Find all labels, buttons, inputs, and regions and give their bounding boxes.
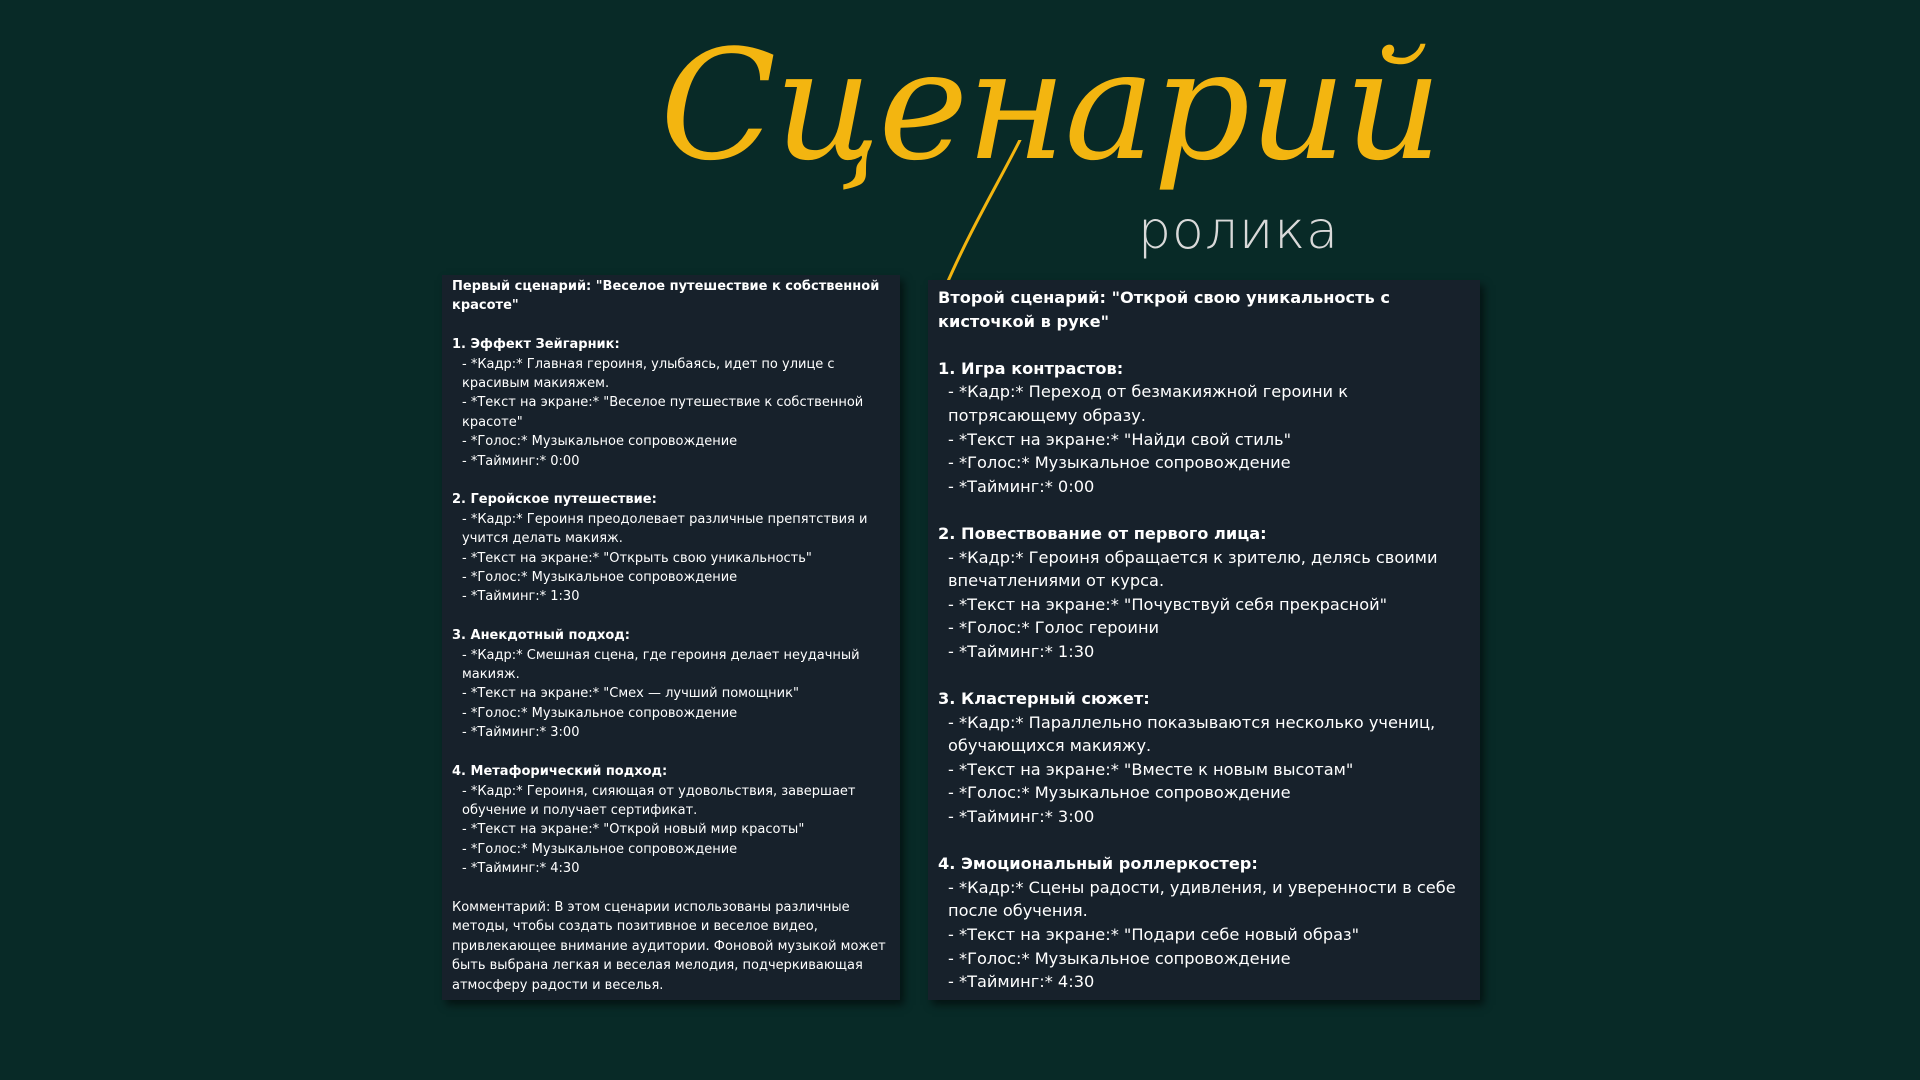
section-heading: 2. Повествование от первого лица:	[938, 523, 1267, 543]
section-line: - *Текст на экране:* "Почувствуй себя прекрасной"	[938, 593, 1470, 617]
section-line: - *Тайминг:* 1:30	[452, 587, 890, 606]
section-heading: 4. Эмоциональный роллеркостер:	[938, 854, 1258, 874]
slide-title: Сценарий	[660, 17, 1441, 194]
section-line: - *Тайминг:* 1:30	[938, 640, 1470, 664]
section-heading: 2. Геройское путешествие:	[452, 492, 657, 508]
section-line: - *Текст на экране:* "Вместе к новым высотам"	[938, 758, 1470, 782]
section-line: - *Голос:* Голос героини	[938, 616, 1470, 640]
scenario-1-section	[452, 335, 890, 471]
section-line: - *Текст на экране:* "Найди свой стиль"	[938, 428, 1470, 452]
section-line: - *Голос:* Музыкальное сопровождение	[938, 781, 1470, 805]
section-line: - *Тайминг:* 4:30	[938, 970, 1470, 994]
section-line: - *Текст на экране:* "Открыть свою уникальность"	[452, 549, 890, 568]
section-line: - *Тайминг:* 3:00	[938, 805, 1470, 829]
section-line: - *Тайминг:* 0:00	[452, 452, 890, 471]
scenario-1-section	[452, 626, 890, 742]
section-line: - *Кадр:* Параллельно показываются несколько учениц, обучающихся макияжу.	[938, 711, 1470, 758]
scenario-1-section	[452, 762, 890, 878]
section-line: - *Тайминг:* 4:30	[452, 859, 890, 878]
section-line: - *Кадр:* Смешная сцена, где героиня делает неудачный макияж.	[452, 646, 890, 685]
section-line: - *Текст на экране:* "Открой новый мир красоты"	[452, 820, 890, 839]
scenario-2-section	[938, 852, 1470, 994]
scenario-2-panel	[928, 280, 1480, 1000]
section-line: - *Голос:* Музыкальное сопровождение	[452, 840, 890, 859]
scenario-2-title: Второй сценарий: "Открой свою уникальность с кисточкой в руке"	[938, 288, 1391, 331]
section-line: - *Кадр:* Героиня, сияющая от удовольствия, завершает обучение и получает сертификат.	[452, 782, 890, 821]
section-heading: 3. Анекдотный подход:	[452, 628, 630, 644]
section-line: - *Голос:* Музыкальное сопровождение	[938, 947, 1470, 971]
scenario-1-panel	[442, 275, 900, 1000]
section-line: - *Текст на экране:* "Смех — лучший помощник"	[452, 684, 890, 703]
section-line: - *Голос:* Музыкальное сопровождение	[452, 432, 890, 451]
section-heading: 3. Кластерный сюжет:	[938, 689, 1150, 709]
section-heading: 4. Метафорический подход:	[452, 764, 668, 780]
section-line: - *Голос:* Музыкальное сопровождение	[452, 568, 890, 587]
section-line: - *Голос:* Музыкальное сопровождение	[452, 704, 890, 723]
section-line: - *Кадр:* Героиня преодолевает различные препятствия и учится делать макияж.	[452, 510, 890, 549]
section-line: - *Текст на экране:* "Подари себе новый образ"	[938, 923, 1470, 947]
scenario-1-comment: Комментарий: В этом сценарии использованы различные методы, чтобы создать позитивное и веселое видео, привлекающее внимание аудитории. Фоновой музыкой может быть выбрана легкая и веселая мелодия, подчеркивающая атмосферу радости и веселья.	[452, 899, 886, 993]
scenario-1-title: Первый сценарий: "Веселое путешествие к собственной красоте"	[452, 279, 880, 314]
scenario-2-section	[938, 357, 1470, 499]
slide-subtitle: ролика	[1138, 201, 1340, 261]
section-line: - *Голос:* Музыкальное сопровождение	[938, 451, 1470, 475]
section-line: - *Тайминг:* 0:00	[938, 475, 1470, 499]
section-line: - *Тайминг:* 3:00	[452, 723, 890, 742]
title-flourish-icon	[940, 140, 1030, 290]
section-line: - *Кадр:* Сцены радости, удивления, и уверенности в себе после обучения.	[938, 876, 1470, 923]
scenario-2-section	[938, 687, 1470, 829]
section-line: - *Кадр:* Героиня обращается к зрителю, делясь своими впечатлениями от курса.	[938, 546, 1470, 593]
section-line: - *Кадр:* Главная героиня, улыбаясь, идет по улице с красивым макияжем.	[452, 355, 890, 394]
scenario-2-section	[938, 522, 1470, 664]
section-heading: 1. Эффект Зейгарник:	[452, 337, 620, 353]
section-line: - *Кадр:* Переход от безмакияжной героини к потрясающему образу.	[938, 380, 1470, 427]
section-line: - *Текст на экране:* "Веселое путешествие к собственной красоте"	[452, 393, 890, 432]
section-heading: 1. Игра контрастов:	[938, 358, 1124, 378]
scenario-1-section	[452, 490, 890, 606]
